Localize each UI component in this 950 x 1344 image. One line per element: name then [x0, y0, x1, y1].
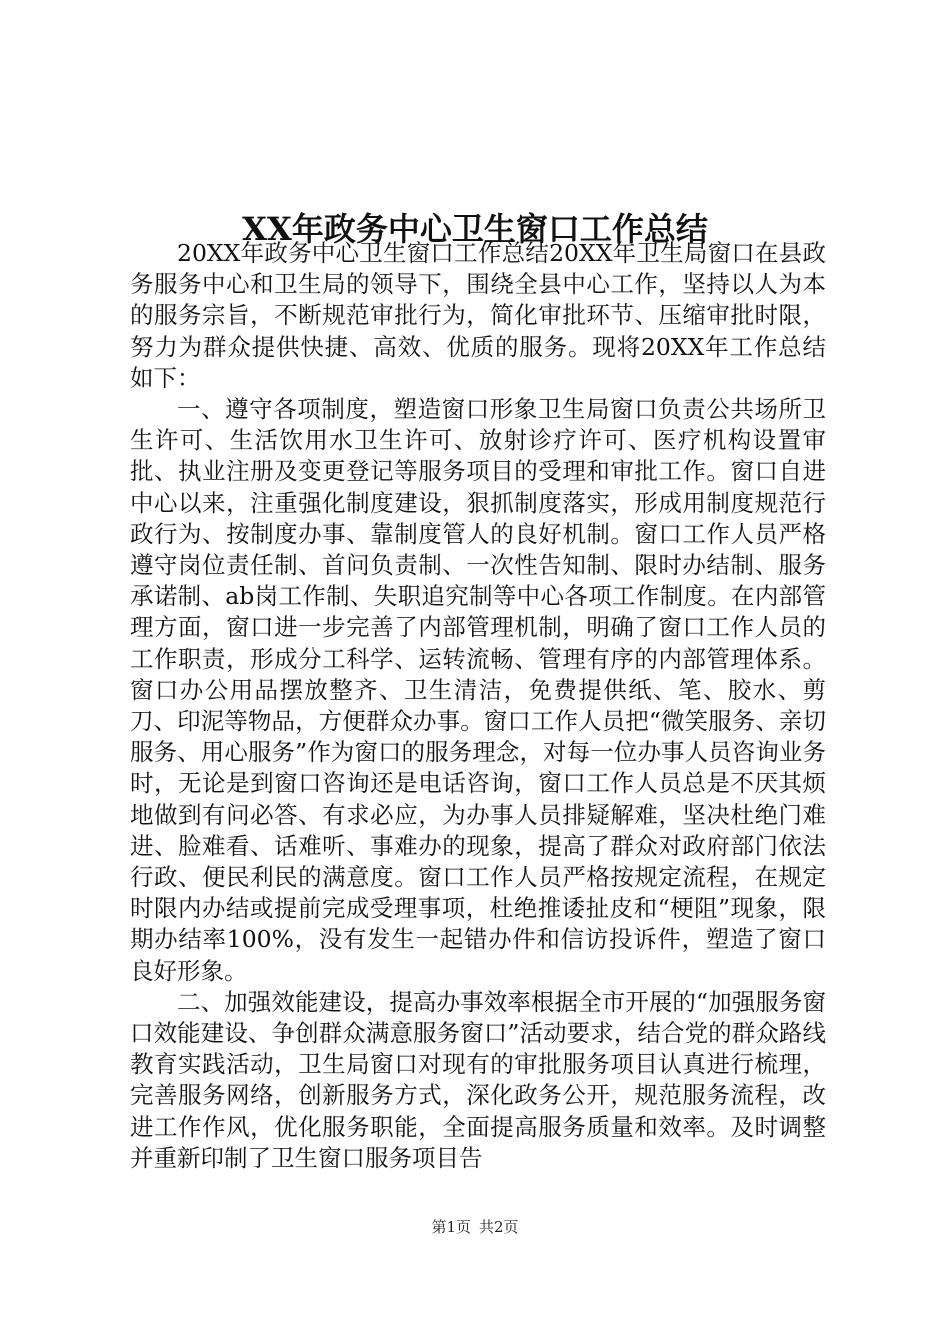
page-total: 共2页: [479, 1218, 519, 1236]
paragraph-intro: 20XX年政务中心卫生窗口工作总结20XX年卫生局窗口在县政务服务中心和卫生局的领导下，围绕全县中心工作，坚持以人为本的服务宗旨，不断规范审批行为，简化审批环节、压缩审批时限，努力为群众提供快捷、高效、优质的服务。现将20XX年工作总结如下：: [130, 239, 826, 392]
page-number: 第1页: [431, 1218, 471, 1236]
document-body: [130, 238, 826, 1174]
page-footer: [0, 1217, 950, 1237]
paragraph-section-1: 一、遵守各项制度，塑造窗口形象卫生局窗口负责公共场所卫生许可、生活饮用水卫生许可、放射诊疗许可、医疗机构设置审批、执业注册及变更登记等服务项目的受理和审批工作。窗口自进中心以来，注重强化制度建设，狠抓制度落实，形成用制度规范行政行为、按制度办事、靠制度管人的良好机制。窗口工作人员严格遵守岗位责任制、首问负责制、一次性告知制、限时办结制、服务承诺制、ab岗工作制、失职追究制等中心各项工作制度。在内部管理方面，窗口进一步完善了内部管理机制，明确了窗口工作人员的工作职责，形成分工科学、运转流畅、管理有序的内部管理体系。窗口办公用品摆放整齐、卫生清洁，免费提供纸、笔、胶水、剪刀、印泥等物品，方便群众办事。窗口工作人员把“微笑服务、亲切服务、用心服务”作为窗口的服务理念，对每一位办事人员咨询业务时，无论是到窗口咨询还是电话咨询，窗口工作人员总是不厌其烦地做到有问必答、有求必应，为办事人员排疑解难，坚决杜绝门难进、脸难看、话难听、事难办的现象，提高了群众对政府部门依法行政、便民利民的满意度。窗口工作人员严格按规定流程，在规定时限内办结或提前完成受理事项，杜绝推诿扯皮和“梗阻”现象，限期办结率100%，没有发生一起错办件和信访投诉件，塑造了窗口良好形象。: [130, 395, 826, 985]
page-title: XX年政务中心卫生窗口工作总结: [242, 210, 708, 249]
paragraph-section-2: 二、加强效能建设，提高办事效率根据全市开展的“加强服务窗口效能建设、争创群众满意服务窗口”活动要求，结合党的群众路线教育实践活动，卫生局窗口对现有的审批服务项目认真进行梳理，完善服务网络，创新服务方式，深化政务公开，规范服务流程，改进工作作风，优化服务职能，全面提高服务质量和效率。及时调整并重新印制了卫生窗口服务项目告: [130, 987, 826, 1172]
